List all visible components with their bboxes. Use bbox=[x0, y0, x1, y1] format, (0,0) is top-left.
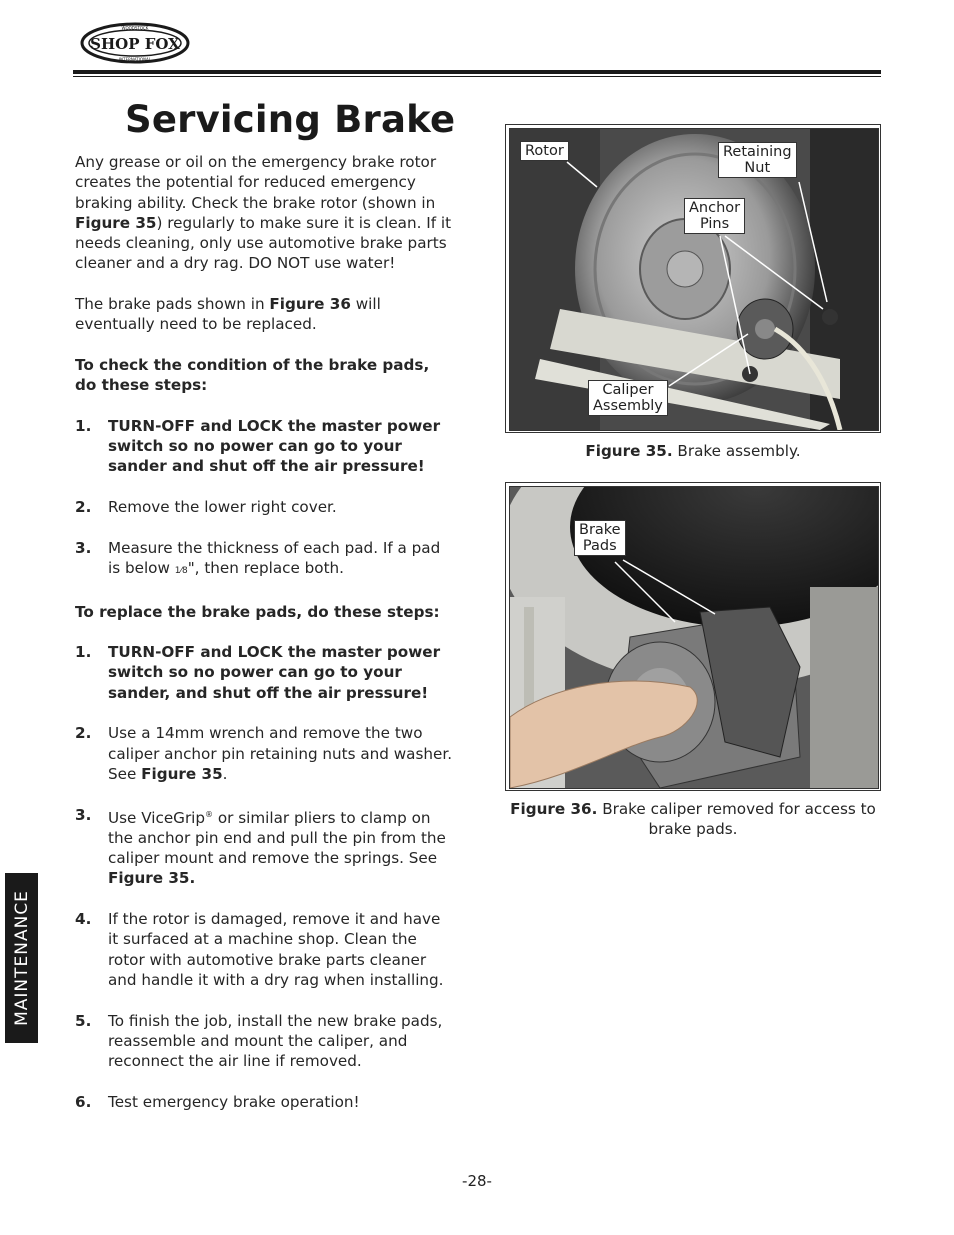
logo-ring-bottom: INTERNATIONAL bbox=[118, 57, 152, 62]
logo-text: SHOP FOX bbox=[90, 35, 180, 53]
page-title: Servicing Brake bbox=[125, 98, 456, 141]
intro-paragraph-1: Any grease or oil on the emergency brake rotor creates the potential for reduced emergency braking ability. Check the brake rotor (shown in Figure 35) regularly to make sure it is clean. If it needs cleaning, only use automotive brake parts cleaner and a dry rag. DO NOT use water! bbox=[75, 153, 452, 273]
instructions-column bbox=[75, 152, 455, 1132]
check-step-1: 1. TURN-OFF and LOCK the master power switch so no power can go to your sander and shut off the air pressure! bbox=[75, 416, 441, 476]
replace-step-2: 2. Use a 14mm wrench and remove the two caliper anchor pin retaining nuts and washer. See Figure 35. bbox=[75, 724, 453, 783]
section-side-tab bbox=[5, 873, 38, 1043]
figure-36-leader-lines bbox=[505, 482, 881, 791]
callout-caliper-assembly: Caliper Assembly bbox=[588, 380, 668, 416]
header-rule bbox=[73, 70, 881, 74]
replace-step-3: 3. Use ViceGrip® or similar pliers to clamp on the anchor pin end and pull the pin from the caliper mount and remove the springs. See Figure 35. bbox=[75, 805, 446, 888]
replace-step-1: 1. TURN-OFF and LOCK the master power switch so no power can go to your sander, and shut off the air pressure! bbox=[75, 643, 441, 702]
replace-step-6: 6. Test emergency brake operation! bbox=[75, 1092, 360, 1111]
check-heading: To check the condition of the brake pads, do these steps: bbox=[75, 355, 430, 395]
callout-retaining-nut: Retaining Nut bbox=[718, 142, 797, 178]
replace-step-5: 5. To finish the job, install the new brake pads, reassemble and mount the caliper, and reconnect the air line if removed. bbox=[75, 1011, 443, 1071]
figure-36-caption: Figure 36. Brake caliper removed for access to brake pads. bbox=[510, 800, 876, 839]
figure-35-leader-lines bbox=[505, 124, 881, 433]
callout-rotor: Rotor bbox=[520, 141, 569, 161]
callout-anchor-pins: Anchor Pins bbox=[684, 198, 745, 234]
replace-step-4: 4. If the rotor is damaged, remove it and have it surfaced at a machine shop. Clean the rotor with automotive brake parts cleaner and handle it with a dry rag when installing. bbox=[75, 910, 444, 989]
header-rule-thin bbox=[73, 76, 881, 77]
side-tab-label: MAINTENANCE bbox=[11, 890, 32, 1026]
check-step-3: 3. Measure the thickness of each pad. If a pad is below 1⁄8", then replace both. bbox=[75, 538, 441, 577]
check-step-2: 2. Remove the lower right cover. bbox=[75, 498, 337, 517]
intro-paragraph-2: The brake pads shown in Figure 36 will eventually need to be replaced. bbox=[75, 295, 381, 334]
replace-heading: To replace the brake pads, do these steps: bbox=[75, 602, 440, 621]
logo-ring-top: WOODSTOCK bbox=[121, 25, 149, 31]
callout-brake-pads: Brake Pads bbox=[574, 520, 626, 556]
shop-fox-logo bbox=[80, 22, 190, 64]
figure-35-caption: Figure 35. Brake assembly. bbox=[585, 442, 801, 460]
page-number: -28- bbox=[462, 1172, 492, 1190]
